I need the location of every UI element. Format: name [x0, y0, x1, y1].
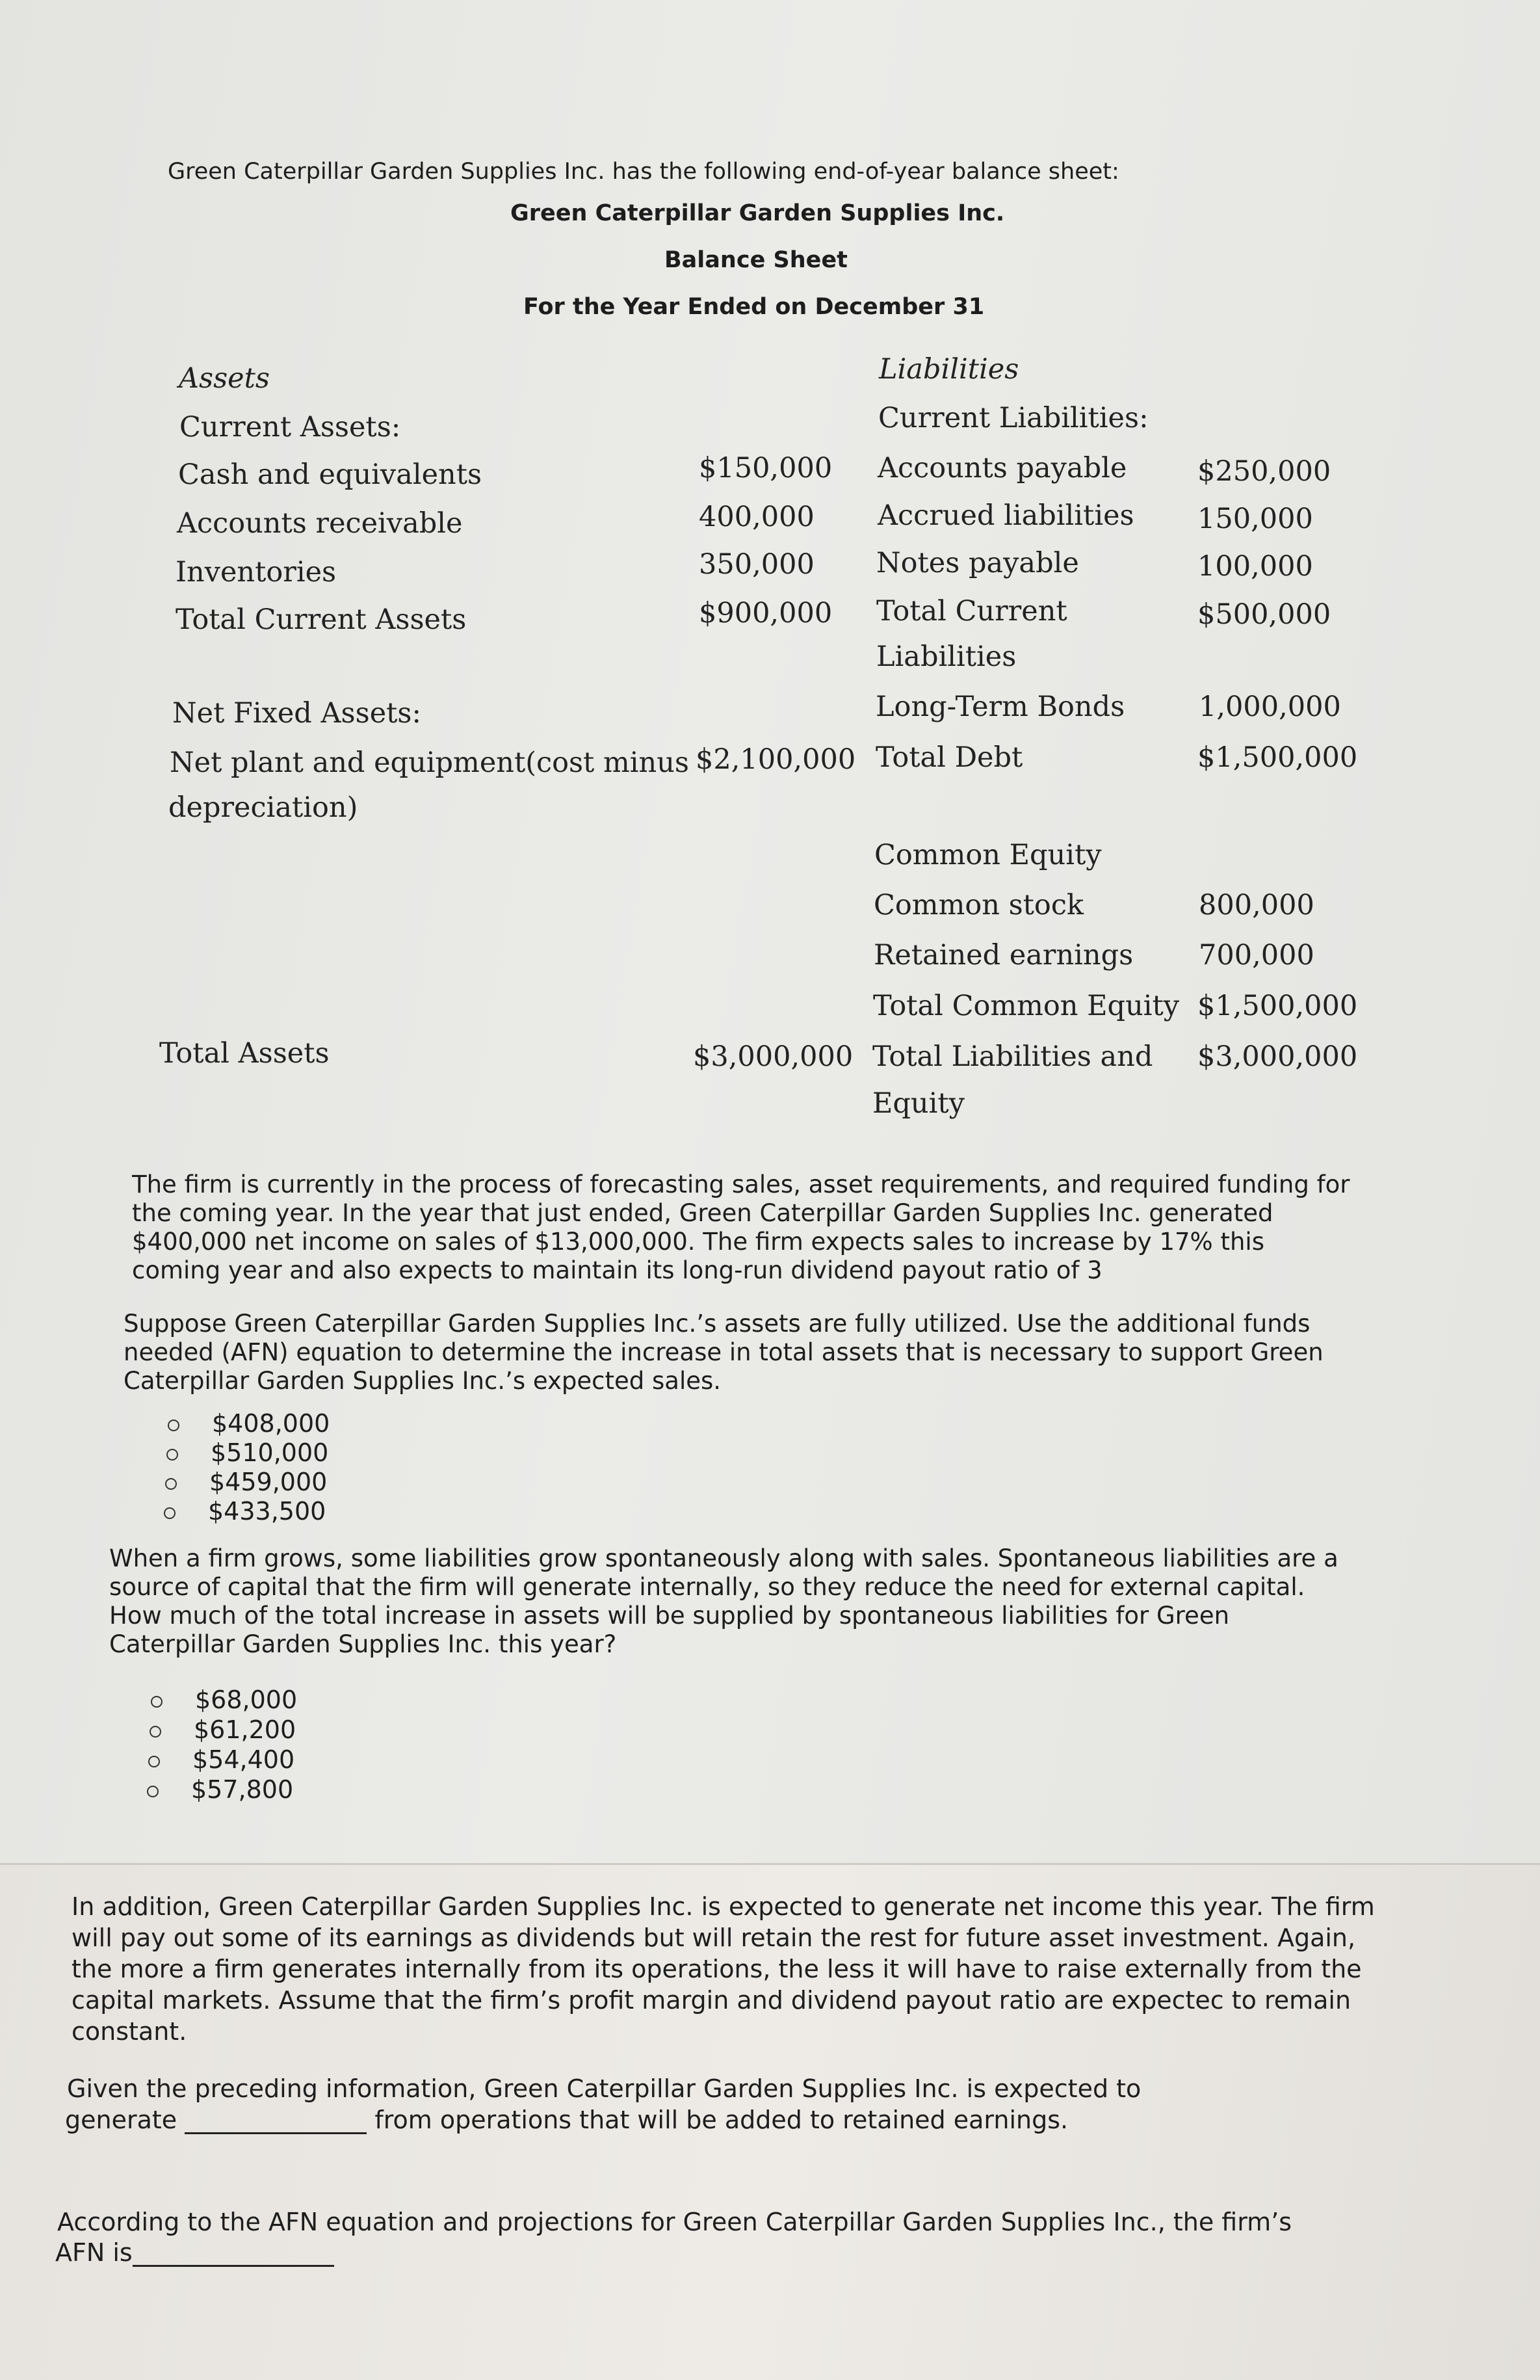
statement-period: For the Year Ended on December 31: [523, 294, 985, 320]
total-liabilities-equity-label-line1: Total Liabilities and: [872, 1040, 1153, 1073]
current-liabilities-heading: Current Liabilities:: [878, 402, 1149, 434]
q4-line1: According to the AFN equation and projections for Green Caterpillar Garden Supplies Inc., the firm’s: [57, 2208, 1292, 2236]
total-liabilities-equity-value: $3,000,000: [1197, 1040, 1358, 1073]
statement-title: Balance Sheet: [664, 247, 848, 273]
accounts-receivable-value: 400,000: [699, 501, 815, 533]
current-assets-heading: Current Assets:: [179, 411, 401, 443]
q4-line2: AFN is: [55, 2238, 334, 2267]
q2-option-3[interactable]: $54,400: [148, 1745, 294, 1774]
cash-value: $150,000: [699, 452, 833, 484]
net-plant-value: $2,100,000: [696, 743, 856, 776]
intro-sentence: Green Caterpillar Garden Supplies Inc. has the following end-of-year balance sheet:: [168, 159, 1119, 185]
radio-icon[interactable]: [147, 1786, 159, 1797]
cash-label: Cash and equivalents: [178, 458, 482, 491]
common-stock-label: Common stock: [874, 889, 1084, 921]
total-current-assets-value: $900,000: [699, 597, 833, 629]
accrued-liabilities-value: 150,000: [1197, 503, 1313, 535]
radio-icon[interactable]: [166, 1449, 178, 1461]
common-equity-heading: Common Equity: [874, 839, 1102, 871]
question-spontaneous-liabilities: When a firm grows, some liabilities grow spontaneously along with sales. Spontaneous liabilities are a source of capital that the firm will generate internally, so they reduce the need for external capital. How much of the total increase in assets will be supplied by spontaneous liabilities for Green Caterpillar Garden Supplies Inc. this year?: [109, 1544, 1338, 1658]
long-term-bonds-value: 1,000,000: [1199, 691, 1341, 723]
liabilities-heading: Liabilities: [879, 353, 1019, 386]
q2-option-4[interactable]: $57,800: [147, 1775, 293, 1804]
accounts-receivable-label: Accounts receivable: [177, 507, 463, 540]
total-current-liabilities-label-line1: Total Current: [876, 595, 1067, 628]
q1-option-1[interactable]: $408,000: [168, 1409, 330, 1438]
total-current-assets-label: Total Current Assets: [176, 603, 467, 636]
total-current-liabilities-value: $500,000: [1197, 598, 1331, 631]
radio-icon[interactable]: [165, 1478, 177, 1490]
q3-line2: generate from operations that will be added to retained earnings.: [65, 2106, 1069, 2134]
total-assets-label: Total Assets: [159, 1037, 330, 1070]
retained-earnings-paragraph: In addition, Green Caterpillar Garden Supplies Inc. is expected to generate net income this year. The firm will pay out some of its earnings as dividends but will retain the rest for future asset investment. Again, the more a firm generates internally from its operations, the less it will have to raise externally from the capital markets. Assume that the firm’s profit margin and dividend payout ratio are expectec to remain constant.: [72, 1892, 1375, 2046]
total-current-liabilities-label-line2: Liabilities: [876, 641, 1017, 673]
accounts-payable-label: Accounts payable: [878, 452, 1127, 484]
total-common-equity-label: Total Common Equity: [873, 990, 1180, 1022]
forecast-paragraph: The firm is currently in the process of forecasting sales, asset requirements, and required funding for the coming year. In the year that just ended, Green Caterpillar Garden Supplies Inc. generated $400,000 net income on sales of $13,000,000. The firm expects sales to increase by 17% this coming year and also expects to maintain its long-run dividend payout ratio of 3: [132, 1170, 1350, 1284]
inventories-label: Inventories: [176, 556, 337, 588]
q3-line1: Given the preceding information, Green Caterpillar Garden Supplies Inc. is expected to: [67, 2074, 1142, 2103]
radio-icon[interactable]: [168, 1420, 179, 1431]
retained-earnings-label: Retained earnings: [874, 939, 1134, 972]
total-liabilities-equity-label-line2: Equity: [872, 1087, 965, 1120]
radio-icon[interactable]: [151, 1696, 163, 1708]
total-common-equity-value: $1,500,000: [1197, 990, 1358, 1022]
retained-earnings-value: 700,000: [1199, 939, 1314, 972]
q1-option-3[interactable]: $459,000: [165, 1468, 327, 1496]
q2-option-1[interactable]: $68,000: [151, 1686, 297, 1714]
assets-heading: Assets: [179, 362, 270, 395]
notes-payable-value: 100,000: [1197, 550, 1313, 583]
accrued-liabilities-label: Accrued liabilities: [878, 499, 1134, 532]
q1-option-4[interactable]: $433,500: [164, 1497, 326, 1526]
q1-option-2[interactable]: $510,000: [166, 1438, 328, 1467]
accounts-payable-value: $250,000: [1197, 455, 1331, 488]
radio-icon[interactable]: [148, 1756, 160, 1767]
net-plant-label-line2: depreciation): [168, 791, 358, 824]
q3-answer-blank[interactable]: [185, 2132, 367, 2134]
total-debt-label: Total Debt: [876, 741, 1023, 774]
q2-option-2[interactable]: $61,200: [150, 1715, 296, 1744]
net-fixed-assets-heading: Net Fixed Assets:: [172, 697, 421, 730]
radio-icon[interactable]: [164, 1507, 176, 1519]
total-assets-value: $3,000,000: [693, 1040, 854, 1073]
question-total-assets-increase: Suppose Green Caterpillar Garden Supplies Inc.’s assets are fully utilized. Use the additional funds needed (AFN) equation to determine the increase in total assets that is necessary to support Green Caterpillar Garden Supplies Inc.’s expected sales.: [124, 1310, 1324, 1395]
notes-payable-label: Notes payable: [876, 547, 1079, 579]
common-stock-value: 800,000: [1199, 889, 1314, 921]
q4-answer-blank[interactable]: [133, 2265, 334, 2267]
total-debt-value: $1,500,000: [1197, 741, 1358, 774]
company-name: Green Caterpillar Garden Supplies Inc.: [510, 200, 1005, 226]
radio-icon[interactable]: [150, 1726, 161, 1738]
net-plant-label-line1: Net plant and equipment(cost minus: [170, 747, 689, 779]
long-term-bonds-label: Long-Term Bonds: [876, 691, 1125, 723]
inventories-value: 350,000: [699, 548, 815, 581]
